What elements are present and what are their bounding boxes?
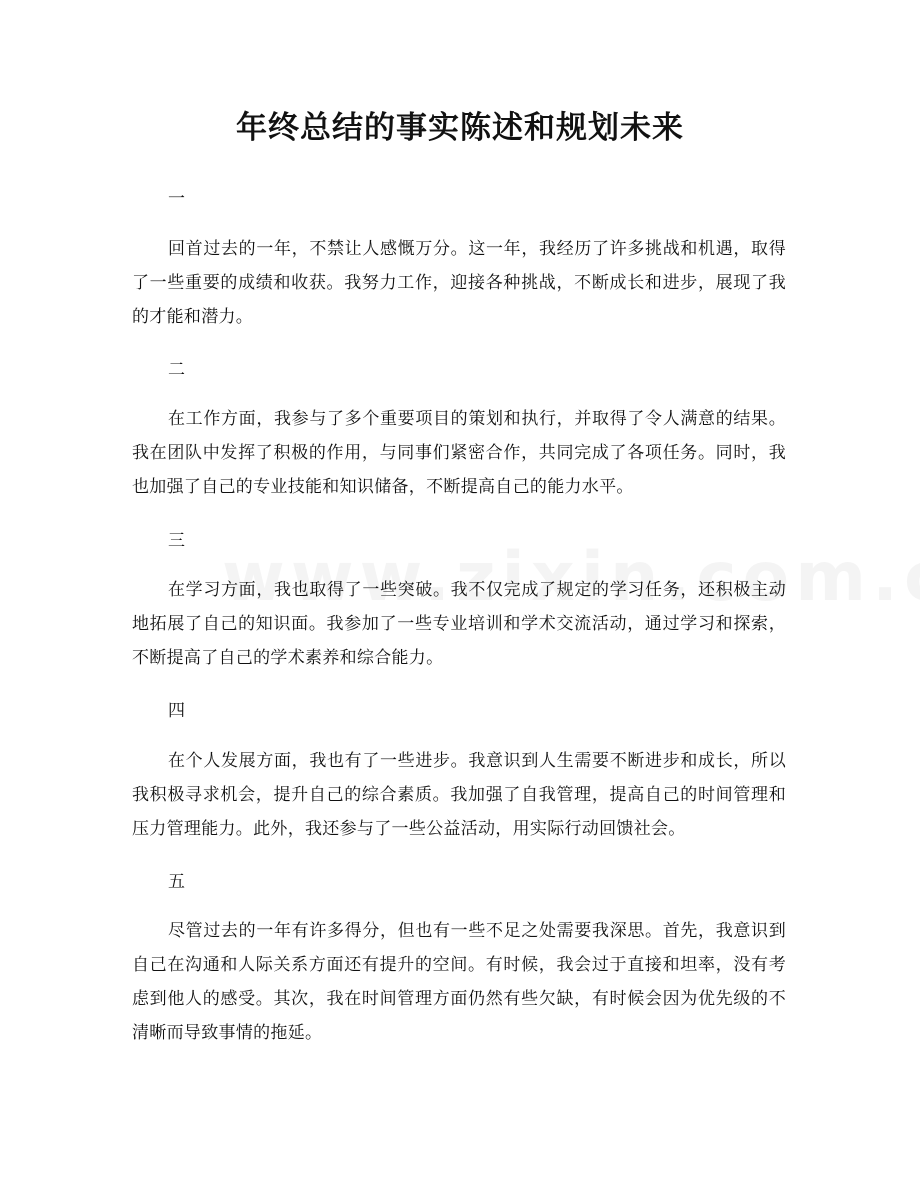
section-number-1: 一 xyxy=(168,189,185,209)
section-paragraph-1: 回首过去的一年，不禁让人感慨万分。这一年，我经历了许多挑战和机遇，取得了一些重要的成绩和收获。我努力工作，迎接各种挑战，不断成长和进步，展现了我的才能和潜力。 xyxy=(132,239,786,327)
document-title: 年终总结的事实陈述和规划未来 xyxy=(236,110,684,146)
section-number-3: 三 xyxy=(168,531,185,551)
section-number-2: 二 xyxy=(168,360,185,380)
section-number-4: 四 xyxy=(168,701,185,721)
section-number-5: 五 xyxy=(168,872,185,892)
section-paragraph-2: 在工作方面，我参与了多个重要项目的策划和执行，并取得了令人满意的结果。我在团队中发挥了积极的作用，与同事们紧密合作，共同完成了各项任务。同时，我也加强了自己的专业技能和知识储备，不断提高自己的能力水平。 xyxy=(132,409,786,497)
section-paragraph-3: 在学习方面，我也取得了一些突破。我不仅完成了规定的学习任务，还积极主动地拓展了自己的知识面。我参加了一些专业培训和学术交流活动，通过学习和探索，不断提高了自己的学术素养和综合能力。 xyxy=(132,580,786,668)
section-paragraph-5: 尽管过去的一年有许多得分，但也有一些不足之处需要我深思。首先，我意识到自己在沟通和人际关系方面还有提升的空间。有时候，我会过于直接和坦率，没有考虑到他人的感受。其次，我在时间管理方面仍然有些欠缺，有时候会因为优先级的不清晰而导致事情的拖延。 xyxy=(132,921,786,1043)
section-paragraph-4: 在个人发展方面，我也有了一些进步。我意识到人生需要不断进步和成长，所以我积极寻求机会，提升自己的综合素质。我加强了自我管理，提高自己的时间管理和压力管理能力。此外，我还参与了一些公益活动，用实际行动回馈社会。 xyxy=(132,751,786,839)
